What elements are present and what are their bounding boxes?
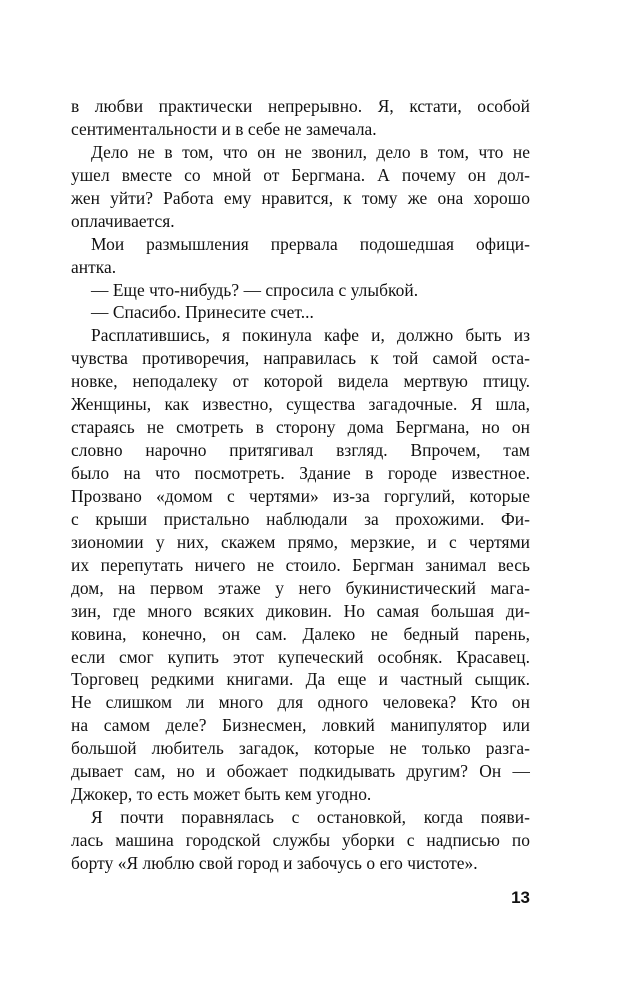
- text-line: жен уйти? Работа ему нравится, к тому же она хорошо: [71, 187, 530, 208]
- text-line: Дело не в том, что он не звонил, дело в том, что не: [91, 141, 530, 162]
- text-line: Торговец редкими книгами. Да еще и частный сыщик.: [71, 669, 530, 690]
- text-line: зиономии у них, скажем прямо, мерзкие, и с чертями: [71, 531, 530, 552]
- text-line: зин, где много всяких диковин. Но самая большая ди-: [71, 600, 530, 621]
- text-line: Не слишком ли много для одного человека? Кто он: [71, 692, 530, 713]
- text-line: ушел вместе со мной от Бергмана. А почему он дол-: [71, 164, 530, 185]
- text-line: Я почти поравнялась с остановкой, когда появи-: [91, 807, 530, 828]
- page-number: 13: [511, 888, 530, 907]
- text-line: на самом деле? Бизнесмен, ловкий манипулятор или: [71, 715, 530, 736]
- text-line: оплачивается.: [71, 210, 175, 231]
- text-line: сентиментальности и в себе не замечала.: [71, 118, 377, 139]
- text-line: борту «Я люблю свой город и забочусь о его чистоте».: [71, 852, 478, 873]
- paragraph: [71, 141, 530, 233]
- paragraph: [71, 233, 530, 279]
- body-text: [71, 95, 530, 875]
- text-line: Расплатившись, я покинула кафе и, должно быть из: [91, 325, 530, 346]
- text-line: дом, на первом этаже у него букинистический мага-: [71, 577, 530, 598]
- text-line: лась машина городской службы уборки с надписью по: [71, 830, 530, 850]
- text-line: Женщины, как известно, существа загадочные. Я шла,: [71, 394, 530, 415]
- text-line: в любви практически непрерывно. Я, кстати, особой: [71, 96, 530, 116]
- text-line: дывает сам, но и обожает подкидывать другим? Он —: [71, 761, 530, 782]
- text-line: Мои размышления прервала подошедшая офици-: [91, 233, 530, 254]
- text-line: антка.: [71, 256, 117, 277]
- paragraph: [71, 301, 530, 324]
- text-line: с крыши пристально наблюдали за прохожими. Фи-: [71, 508, 530, 529]
- paragraph: [71, 279, 530, 302]
- text-line: стараясь не смотреть в сторону дома Бергмана, но он: [71, 417, 530, 438]
- text-line: чувства противоречия, направилась к той самой оста-: [71, 348, 530, 369]
- text-line: их перепутать ничего не стоило. Бергман занимал весь: [71, 554, 530, 575]
- text-line: словно нарочно притягивал взгляд. Впрочем, там: [71, 440, 530, 461]
- text-line: новке, неподалеку от которой видела мертвую птицу.: [71, 371, 530, 392]
- text-line: Джокер, то есть может быть кем угодно.: [71, 784, 372, 805]
- text-line: Прозвано «домом с чертями» из-за горгулий, которые: [71, 485, 530, 506]
- text-line: если смог купить этот купеческий особняк. Красавец.: [71, 646, 530, 667]
- text-line: — Спасибо. Принесите счет...: [91, 302, 314, 323]
- paragraph: [71, 806, 530, 875]
- text-line: было на что посмотреть. Здание в городе известное.: [71, 463, 530, 483]
- text-line: ковина, конечно, он сам. Далеко не бедный парень,: [71, 623, 530, 644]
- paragraph: [71, 95, 530, 141]
- text-line: — Еще что-нибудь? — спросила с улыбкой.: [91, 279, 419, 300]
- paragraph: [71, 324, 530, 806]
- text-line: большой любитель загадок, которые не только разга-: [71, 738, 530, 759]
